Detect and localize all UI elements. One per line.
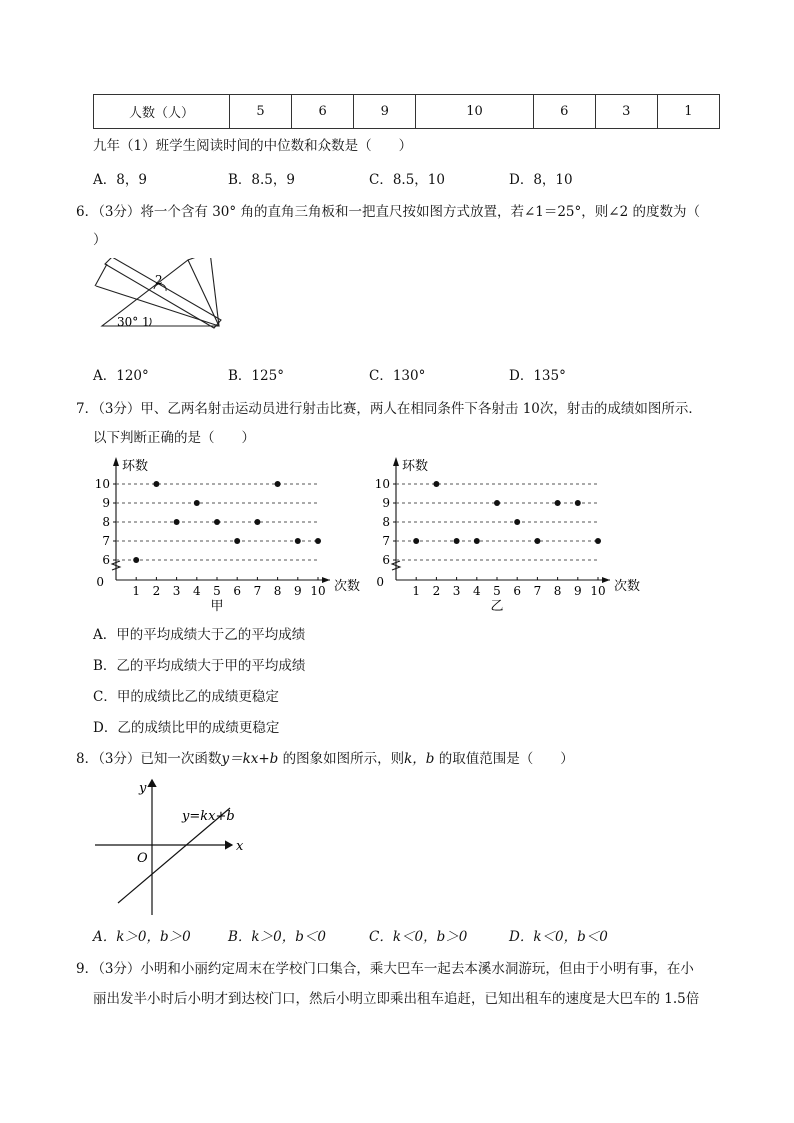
angle-30-label: 30° [117, 315, 139, 329]
data-point [153, 481, 159, 487]
q8-stem-mid: 的图象如图所示，则 [278, 751, 405, 767]
y-tick-label: 9 [102, 496, 110, 510]
y-axis-arrow [113, 457, 119, 466]
q5-option-c: C．8.5，10 [369, 172, 445, 188]
table-cell: 10 [416, 95, 533, 129]
y-axis-label: y [139, 781, 147, 796]
q7-stem-line2: 以下判断正确的是（ ） [93, 430, 255, 446]
y-tick-label: 10 [374, 477, 390, 491]
data-point [474, 538, 480, 544]
data-point [494, 500, 500, 506]
q7-option-a: A．甲的平均成绩大于乙的平均成绩 [93, 627, 306, 643]
set-square-edge [188, 258, 210, 260]
y-tick-label: 7 [102, 534, 110, 548]
q8-stem-kb: k，b [404, 751, 435, 767]
x-axis-arrow [322, 577, 330, 583]
data-point [133, 557, 139, 563]
q6-option-b: B．125° [228, 368, 284, 384]
data-point [234, 538, 240, 544]
q8-option-d: D．k＜0，b＜0 [509, 929, 608, 945]
table-cell: 1 [657, 95, 719, 129]
q5-option-b: B．8.5，9 [228, 172, 295, 188]
q8-option-a: A．k＞0，b＞0 [93, 929, 191, 945]
table-row [94, 95, 720, 129]
q9-line2: 丽出发半小时后小明才到达校门口，然后小明立即乘出租车追赶，已知出租车的速度是大巴车的 1.5倍 [93, 991, 700, 1007]
x-tick-label: 10 [590, 584, 606, 598]
q8-stem-pre: 8．（3分）已知一次函数 [76, 751, 222, 767]
x-tick-label: 10 [310, 584, 326, 598]
q7-option-c: C．甲的成绩比乙的成绩更稳定 [93, 689, 279, 705]
x-tick-label: 4 [192, 584, 201, 598]
q6-option-d: D．135° [509, 368, 566, 384]
q5-stem: 九年（1）班学生阅读时间的中位数和众数是（ ） [93, 138, 413, 154]
y-tick-label: 6 [102, 553, 110, 567]
y-tick-label: 6 [382, 553, 390, 567]
x-tick-label: 5 [213, 584, 221, 598]
x-tick-label: 1 [412, 584, 421, 598]
angle-2-label: 2 [155, 273, 163, 287]
q6-stem-line1: 6．（3分）将一个含有 30° 角的直角三角板和一把直尺按如图方式放置，若∠1＝25°，则∠2 的度数为（ [76, 204, 700, 220]
data-point [194, 500, 200, 506]
q8-option-b: B．k＞0，b＜0 [228, 929, 326, 945]
origin-label: 0 [376, 575, 384, 589]
data-point [214, 519, 220, 525]
x-tick-label: 4 [472, 584, 481, 598]
x-axis-arrow [602, 577, 610, 583]
axis-break [392, 561, 400, 570]
y-tick-label: 8 [102, 515, 110, 529]
y-axis-label: 环数 [122, 459, 149, 474]
y-axis-label: 环数 [402, 459, 429, 474]
x-tick-label: 3 [172, 584, 181, 598]
y-tick-label: 9 [382, 496, 390, 510]
q6-figure [90, 258, 230, 353]
x-tick-label: 7 [253, 584, 262, 598]
table-cell: 5 [230, 95, 292, 129]
y-tick-label: 7 [382, 534, 390, 548]
data-point [433, 481, 439, 487]
q5-option-d: D．8，10 [509, 172, 573, 188]
q6-option-c: C．130° [369, 368, 426, 384]
q8-figure [90, 775, 255, 920]
data-point [514, 519, 520, 525]
table-cell: 6 [533, 95, 595, 129]
line-label: y=kx+b [182, 809, 235, 824]
q7-stem-line1: 7．（3分）甲、乙两名射击运动员进行射击比赛，两人在相同条件下各射击 10次，射击的成绩如图所示． [76, 401, 702, 417]
q6-stem-line2: ） [93, 232, 107, 248]
data-point [413, 538, 419, 544]
chart-title: 甲 [210, 599, 224, 614]
x-tick-label: 8 [273, 584, 282, 598]
q7-option-b: B．乙的平均成绩大于甲的平均成绩 [93, 658, 306, 674]
table-header-cell: 人数（人） [94, 95, 230, 129]
data-point [555, 500, 561, 506]
angle-1-label: 1 [142, 315, 150, 329]
data-point [595, 538, 601, 544]
table-cell: 3 [595, 95, 657, 129]
x-tick-label: 3 [452, 584, 461, 598]
x-axis-label: x [236, 839, 244, 854]
data-point [174, 519, 180, 525]
x-tick-label: 9 [573, 584, 582, 598]
x-tick-label: 8 [553, 584, 562, 598]
x-tick-label: 1 [132, 584, 141, 598]
x-tick-label: 9 [293, 584, 302, 598]
y-tick-label: 8 [382, 515, 390, 529]
q8-stem-post: 的取值范围是（ ） [434, 751, 574, 767]
x-tick-label: 2 [432, 584, 441, 598]
chart-jia [90, 452, 360, 622]
data-point [315, 538, 321, 544]
chart-yi [370, 452, 650, 622]
table-cell: 9 [354, 95, 416, 129]
x-tick-label: 6 [513, 584, 522, 598]
frequency-table [93, 94, 720, 129]
table-cell: 6 [292, 95, 354, 129]
origin-label: 0 [96, 575, 104, 589]
data-point [254, 519, 260, 525]
x-tick-label: 5 [493, 584, 501, 598]
q8-stem [76, 750, 574, 768]
y-axis-arrow [393, 457, 399, 466]
origin-label: O [137, 851, 148, 866]
data-point [275, 481, 281, 487]
x-axis-label: 次数 [614, 579, 641, 594]
q5-option-a: A．8，9 [93, 172, 147, 188]
x-tick-label: 6 [233, 584, 242, 598]
y-tick-label: 10 [94, 477, 110, 491]
ruler-end [95, 264, 107, 286]
chart-title: 乙 [490, 599, 504, 614]
data-point [534, 538, 540, 544]
q7-option-d: D．乙的成绩比甲的成绩更稳定 [93, 720, 280, 736]
q8-option-c: C．k＜0，b＞0 [369, 929, 468, 945]
data-point [454, 538, 460, 544]
q6-option-a: A．120° [93, 368, 149, 384]
x-tick-label: 7 [533, 584, 542, 598]
data-point [575, 500, 581, 506]
axis-break [112, 561, 120, 570]
x-axis-label: 次数 [334, 579, 360, 594]
ruler-line [96, 286, 219, 326]
data-point [295, 538, 301, 544]
x-tick-label: 2 [152, 584, 161, 598]
q8-stem-formula: y＝kx+b [221, 751, 279, 767]
q9-line1: 9．（3分）小明和小丽约定周末在学校门口集合，乘大巴车一起去本溪水洞游玩，但由于小明有事，在小 [76, 961, 694, 977]
